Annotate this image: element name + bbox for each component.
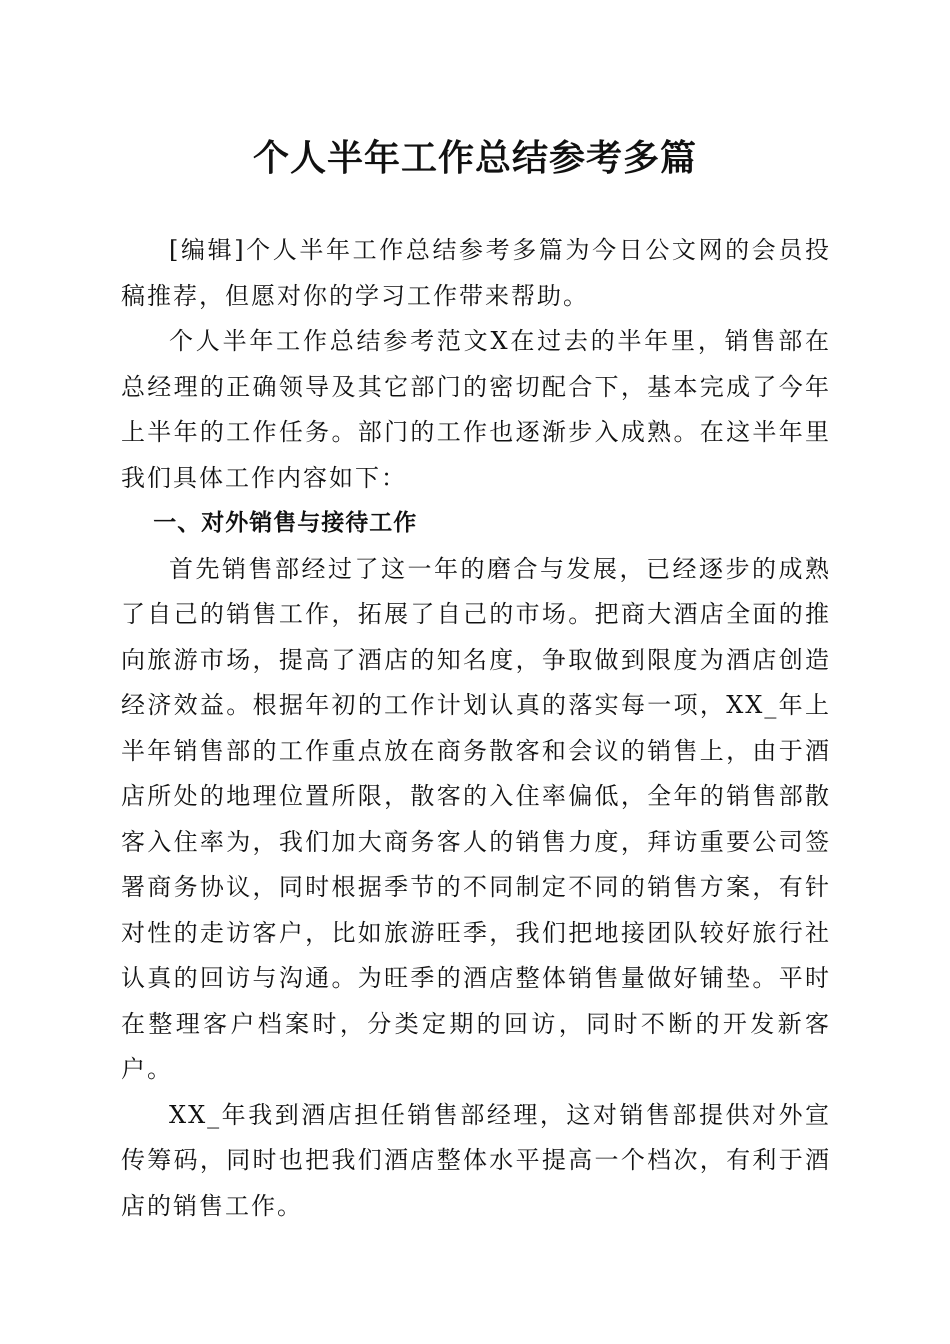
document-title: 个人半年工作总结参考多篇 xyxy=(252,137,697,179)
manager-paragraph: XX_年我到酒店担任销售部经理，这对销售部提供对外宣传筹码，同时也把我们酒店整体水平提高一个档次，有利于酒店的销售工作。 xyxy=(121,1100,831,1220)
section-heading: 一、对外销售与接待工作 xyxy=(153,510,418,536)
overview-paragraph: 个人半年工作总结参考范文X在过去的半年里，销售部在总经理的正确领导及其它部门的密切配合下，基本完成了今年上半年的工作任务。部门的工作也逐渐步入成熟。在这半年里我们具体工作内容如下： xyxy=(121,327,831,492)
sales-paragraph: 首先销售部经过了这一年的磨合与发展，已经逐步的成熟了自己的销售工作，拓展了自己的市场。把商大酒店全面的推向旅游市场，提高了酒店的知名度，争取做到限度为酒店创造经济效益。根据年初的工作计划认真的落实每一项，XX_年上半年销售部的工作重点放在商务散客和会议的销售上，由于酒店所处的地理位置所限，散客的入住率偏低，全年的销售部散客入住率为，我们加大商务客人的销售力度，拜访重要公司签署商务协议，同时根据季节的不同制定不同的销售方案，有针对性的走访客户，比如旅游旺季，我们把地接团队较好旅行社认真的回访与沟通。为旺季的酒店整体销售量做好铺垫。平时在整理客户档案时，分类定期的回访，同时不断的开发新客户。 xyxy=(121,554,831,1083)
intro-paragraph: [编辑]个人半年工作总结参考多篇为今日公文网的会员投稿推荐，但愿对你的学习工作带来帮助。 xyxy=(121,236,831,310)
document-body xyxy=(121,228,831,1229)
